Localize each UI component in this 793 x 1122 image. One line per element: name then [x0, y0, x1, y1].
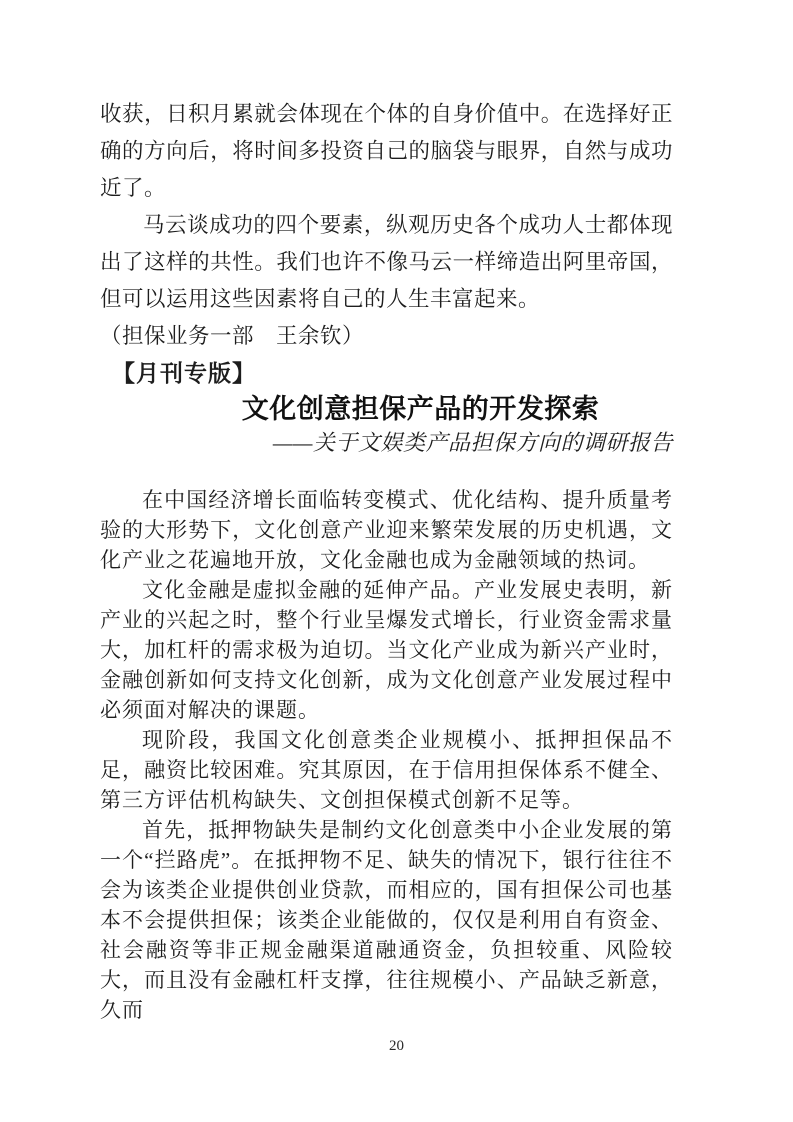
continued-paragraph: 收获，日积月累就会体现在个体的自身价值中。在选择好正确的方向后，将时间多投资自己的脑袋与眼界，自然与成功近了。 [100, 102, 673, 200]
author-byline: （担保业务一部 王余钦） [100, 324, 365, 348]
article-paragraph: 在中国经济增长面临转变模式、优化结构、提升质量考验的大形势下，文化创意产业迎来繁荣发展的历史机遇，文化产业之花遍地开放，文化金融也成为金融领域的热词。 [100, 488, 673, 572]
article-body [100, 485, 673, 1025]
article-subtitle: ——关于文娱类产品担保方向的调研报告 [272, 430, 673, 455]
page-number: 20 [389, 1038, 404, 1054]
article-paragraph: 首先，抵押物缺失是制约文化创意类中小企业发展的第一个“拦路虎”。在抵押物不足、缺失的情况下，银行往往不会为该类企业提供创业贷款，而相应的，国有担保公司也基本不会提供担保；该类企业能做的，仅仅是利用自有资金、社会融资等非正规金融渠道融通资金，负担较重、风险较大，而且没有金融杠杆支撑，往往规模小、产品缺乏新意，久而 [100, 818, 673, 1022]
article-paragraph: 文化金融是虚拟金融的延伸产品。产业发展史表明，新产业的兴起之时，整个行业呈爆发式增长，行业资金需求量大，加杠杆的需求极为迫切。当文化产业成为新兴产业时，金融创新如何支持文化创新，成为文化创意产业发展过程中必须面对解决的课题。 [100, 578, 673, 722]
section-heading [100, 358, 673, 458]
article-paragraph: 现阶段，我国文化创意类企业规模小、抵押担保品不足，融资比较困难。究其原因，在于信用担保体系不健全、第三方评估机构缺失、文创担保模式创新不足等。 [100, 728, 673, 812]
column-marker: 【月刊专版】 [112, 361, 256, 386]
closing-paragraph: 马云谈成功的四个要素，纵观历史各个成功人士都体现出了这样的共性。我们也许不像马云一样缔造出阿里帝国，但可以运用这些因素将自己的人生丰富起来。 [100, 213, 673, 311]
article-title: 文化创意担保产品的开发探索 [241, 394, 600, 424]
previous-article-ending [100, 96, 673, 355]
